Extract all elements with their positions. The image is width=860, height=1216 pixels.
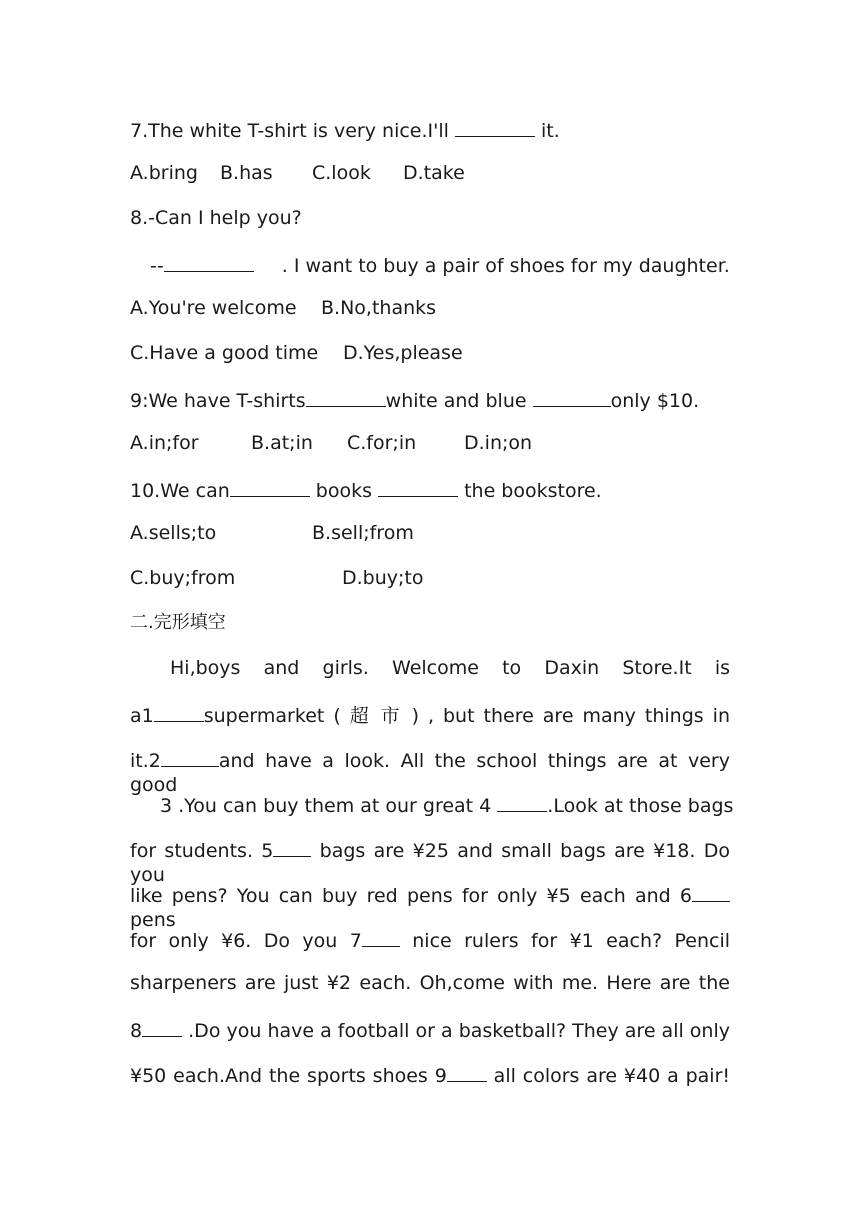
question-10-option-b: B.sell;from — [312, 522, 414, 544]
question-10-option-a: A.sells;to — [130, 522, 217, 544]
question-8-option-d: D.Yes,please — [343, 342, 463, 364]
question-9-option-c: C.for;in — [347, 432, 417, 454]
question-10-option-d: D.buy;to — [342, 567, 424, 589]
question-8-option-a: A.You're welcome — [130, 297, 297, 319]
question-9-option-b: B.at;in — [251, 432, 313, 454]
passage-line: it.2 and have a look. All the school things are at very good — [130, 746, 730, 770]
answer-blank — [692, 881, 730, 902]
question-7-option-a: A.bring — [130, 162, 198, 184]
question-7-stem: 7.The white T-shirt is very nice.I'll it. — [130, 116, 560, 140]
answer-blank — [447, 1061, 487, 1082]
question-8-option-b: B.No,thanks — [321, 297, 437, 319]
answer-blank — [161, 746, 219, 767]
answer-blank — [230, 476, 310, 497]
question-9-option-a: A.in;for — [130, 432, 199, 454]
section-title: 二.完形填空 — [130, 612, 226, 633]
question-9-option-d: D.in;on — [464, 432, 533, 454]
answer-blank — [533, 386, 611, 407]
answer-blank — [273, 836, 311, 857]
passage-line: like pens? You can buy red pens for only ¥5 each and 6pens — [130, 881, 730, 905]
passage-line: Hi,boys and girls. Welcome to Daxin Store.It is — [170, 657, 730, 679]
passage-line: a1 supermarket ( 超 市 ) , but there are many things in — [130, 701, 730, 725]
answer-blank — [306, 386, 386, 407]
question-7-option-c: C.look — [312, 162, 371, 184]
answer-blank — [378, 476, 458, 497]
passage-line: sharpeners are just ¥2 each. Oh,come with me. Here are the — [130, 972, 730, 994]
passage-line: for only ¥6. Do you 7 nice rulers for ¥1 each? Pencil — [130, 926, 730, 950]
answer-blank — [497, 791, 547, 812]
answer-blank — [164, 251, 254, 272]
answer-blank — [455, 116, 535, 137]
question-10-option-c: C.buy;from — [130, 567, 236, 589]
passage-line: 3 .You can buy them at our great 4 .Look at those bags — [160, 791, 733, 815]
passage-line: 8 .Do you have a football or a basketball? They are all only — [130, 1016, 730, 1040]
question-7-option-d: D.take — [403, 162, 465, 184]
answer-blank — [154, 701, 204, 722]
question-7-option-b: B.has — [220, 162, 273, 184]
answer-blank — [362, 926, 400, 947]
question-8-reply: -- . I want to buy a pair of shoes for my daughter. — [150, 251, 730, 275]
answer-blank — [142, 1016, 182, 1037]
passage-line: for students. 5 bags are ¥25 and small bags are ¥18. Do you — [130, 836, 730, 860]
question-10-stem: 10.We can books the bookstore. — [130, 476, 602, 500]
question-8-option-c: C.Have a good time — [130, 342, 319, 364]
passage-line: ¥50 each.And the sports shoes 9 all colors are ¥40 a pair! — [130, 1061, 730, 1085]
question-8-stem: 8.-Can I help you? — [130, 207, 302, 229]
question-9-stem: 9:We have T-shirts white and blue only $10. — [130, 386, 699, 410]
